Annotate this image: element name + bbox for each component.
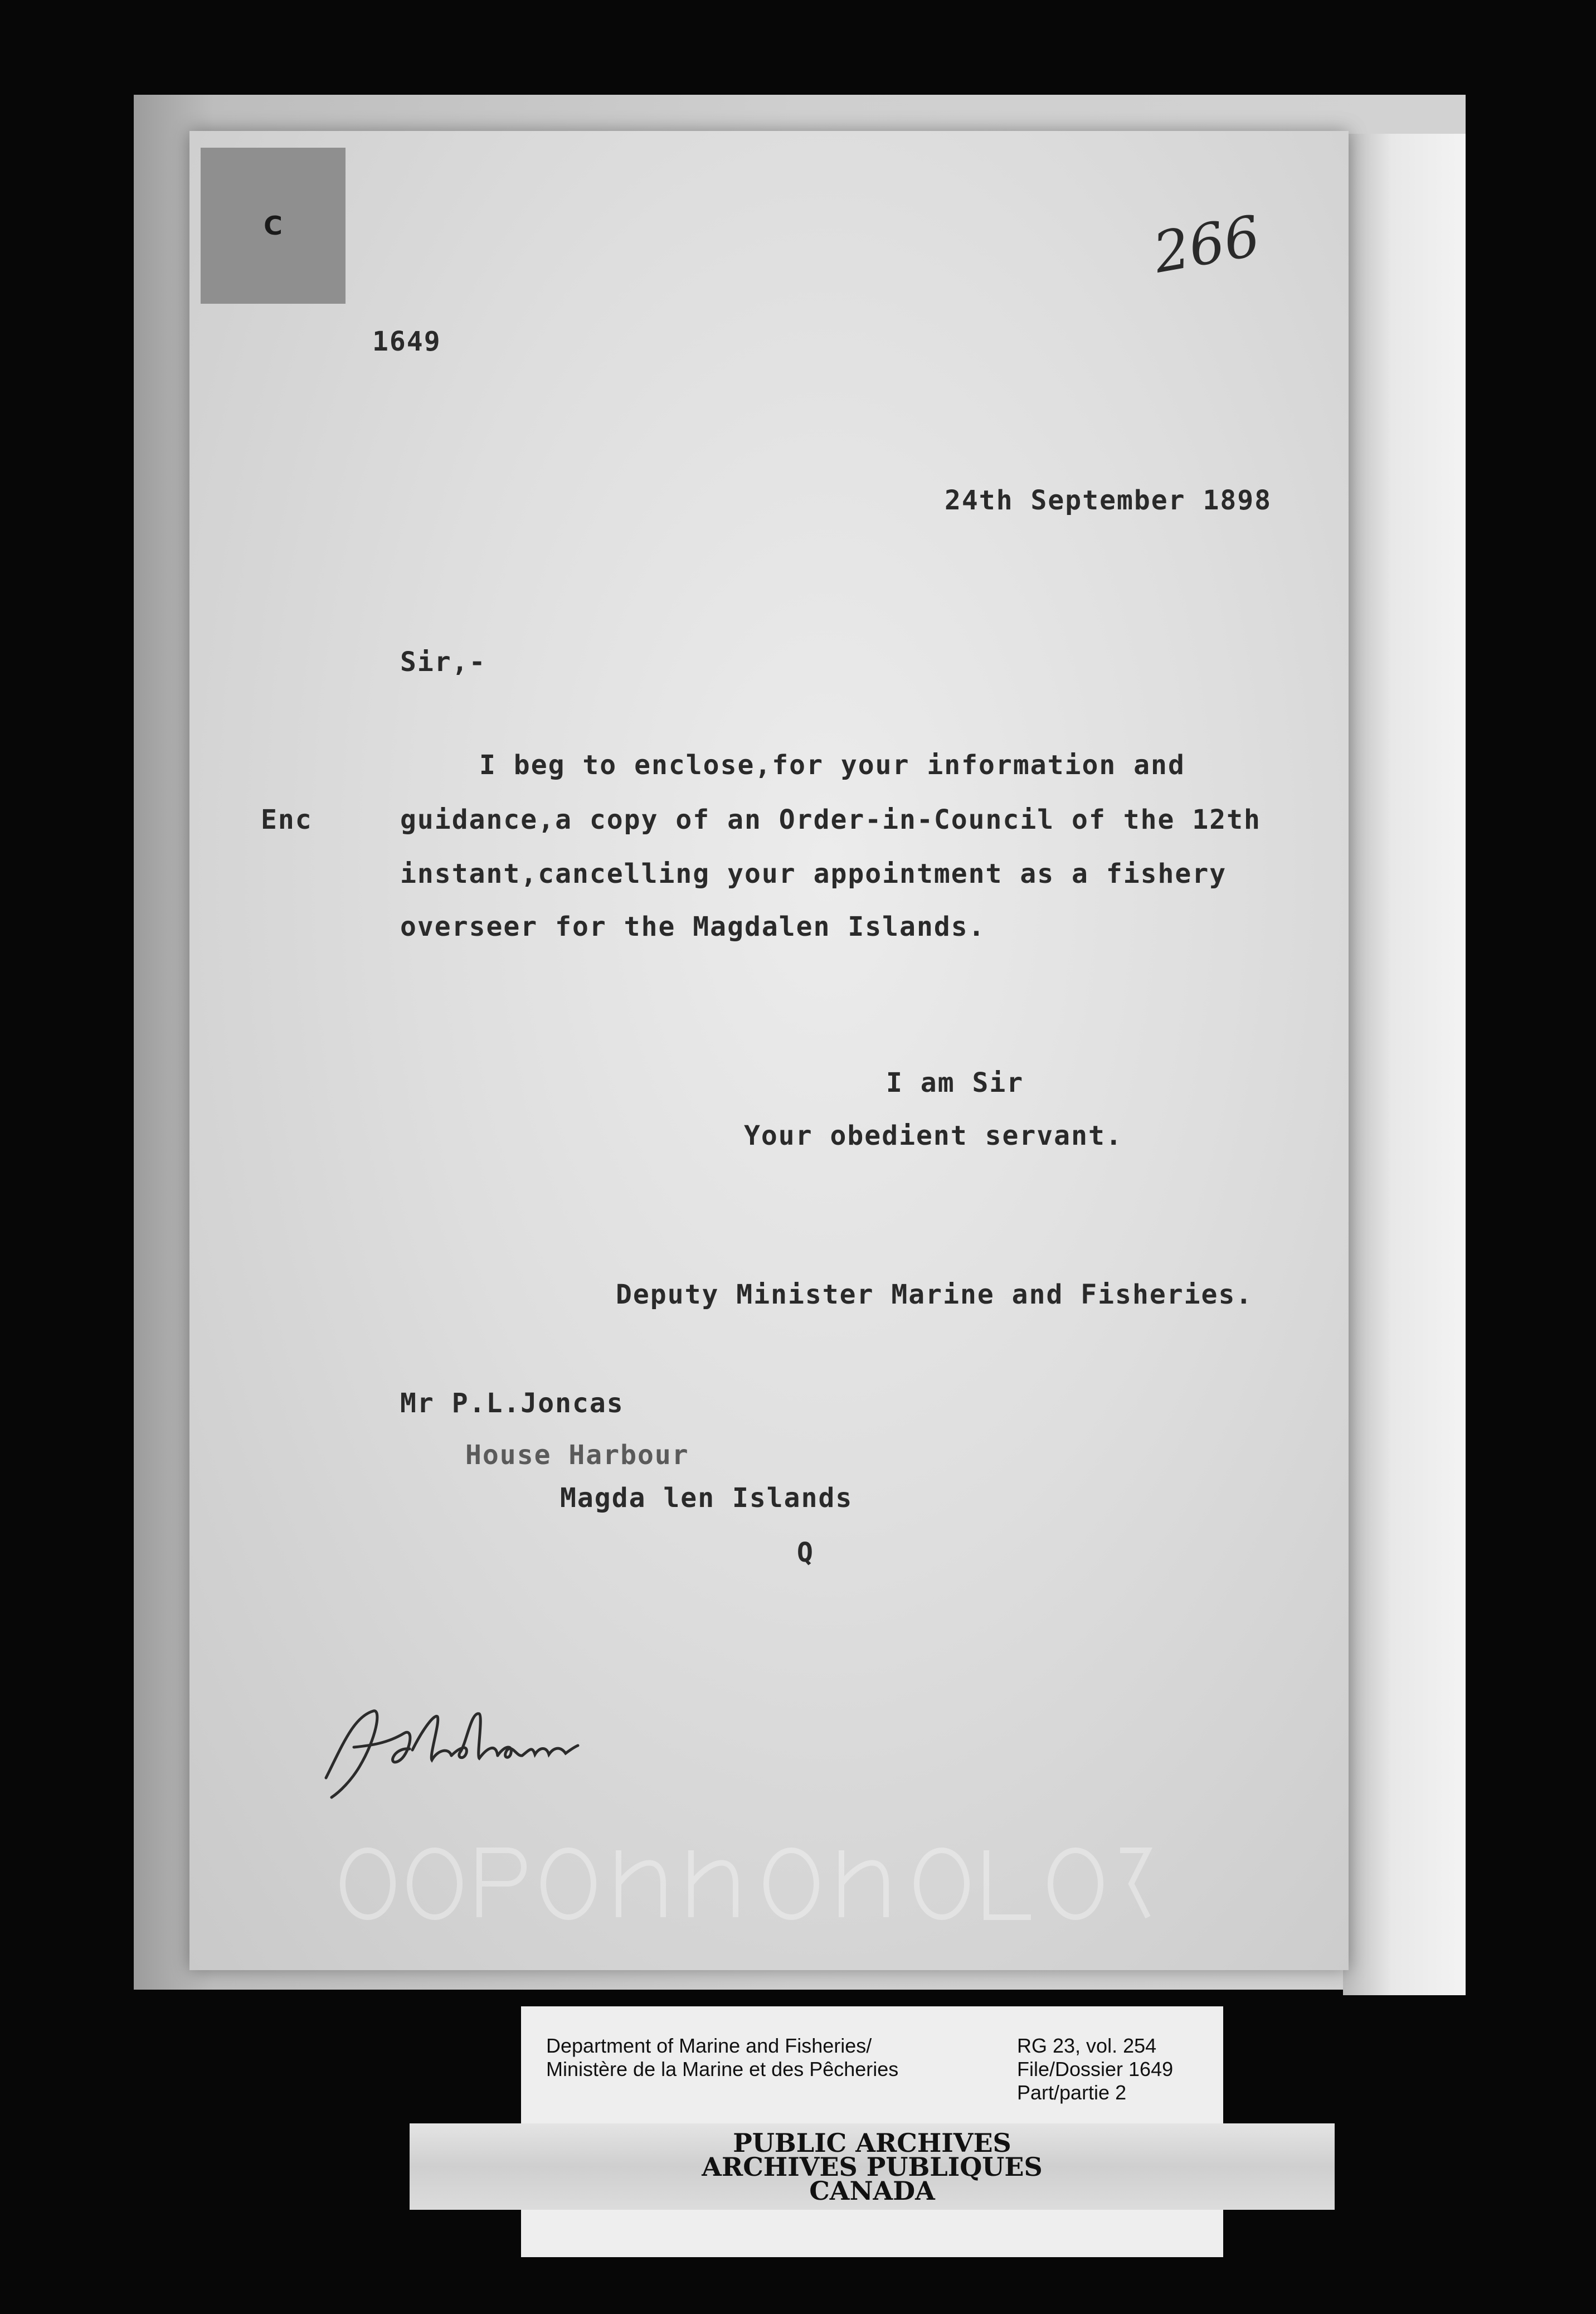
address-name: Mr P.L.Joncas [400, 1388, 624, 1419]
archives-line-2: ARCHIVES PUBLIQUES [702, 2152, 1043, 2182]
letter-date: 24th September 1898 [945, 485, 1272, 516]
margin-note-enc: Enc [261, 804, 313, 835]
reference-file: File/Dossier 1649 [1017, 2058, 1174, 2080]
department-line-1: Department of Marine and Fisheries/ [546, 2034, 872, 2057]
reference-volume: RG 23, vol. 254 [1017, 2034, 1157, 2057]
handwritten-signature [320, 1694, 582, 1808]
address-line-3: Magda len Islands [560, 1482, 853, 1514]
body-line-3: instant,cancelling your appointment as a fishery [400, 858, 1227, 889]
public-archives-stamp [410, 2123, 1335, 2210]
closing-line-1: I am Sir [886, 1067, 1024, 1098]
closing-line-2: Your obedient servant. [744, 1120, 1123, 1151]
file-tab [201, 148, 346, 304]
sheet-edge [1343, 134, 1466, 1995]
salutation: Sir,- [400, 646, 486, 678]
archives-line-3: CANADA [809, 2176, 935, 2206]
signature-drawing [320, 1694, 582, 1806]
signatory-title: Deputy Minister Marine and Fisheries. [616, 1279, 1253, 1310]
folio-number: 266 [1149, 203, 1265, 286]
address-line-2: House Harbour [465, 1440, 689, 1471]
archives-line-1: PUBLIC ARCHIVES [733, 2128, 1011, 2158]
body-line-4: overseer for the Magdalen Islands. [400, 911, 986, 942]
body-line-2: guidance,a copy of an Order-in-Council of the 12th [400, 804, 1261, 835]
file-number: 1649 [372, 326, 441, 357]
address-line-4: Q [797, 1537, 814, 1568]
faint-watermark-stamp [329, 1822, 1165, 1954]
reference-part: Part/partie 2 [1017, 2081, 1127, 2104]
department-line-2: Ministère de la Marine et des Pêcheries [546, 2058, 899, 2080]
tab-mark: C [264, 211, 283, 241]
body-line-1: I beg to enclose,for your information and [479, 750, 1185, 781]
